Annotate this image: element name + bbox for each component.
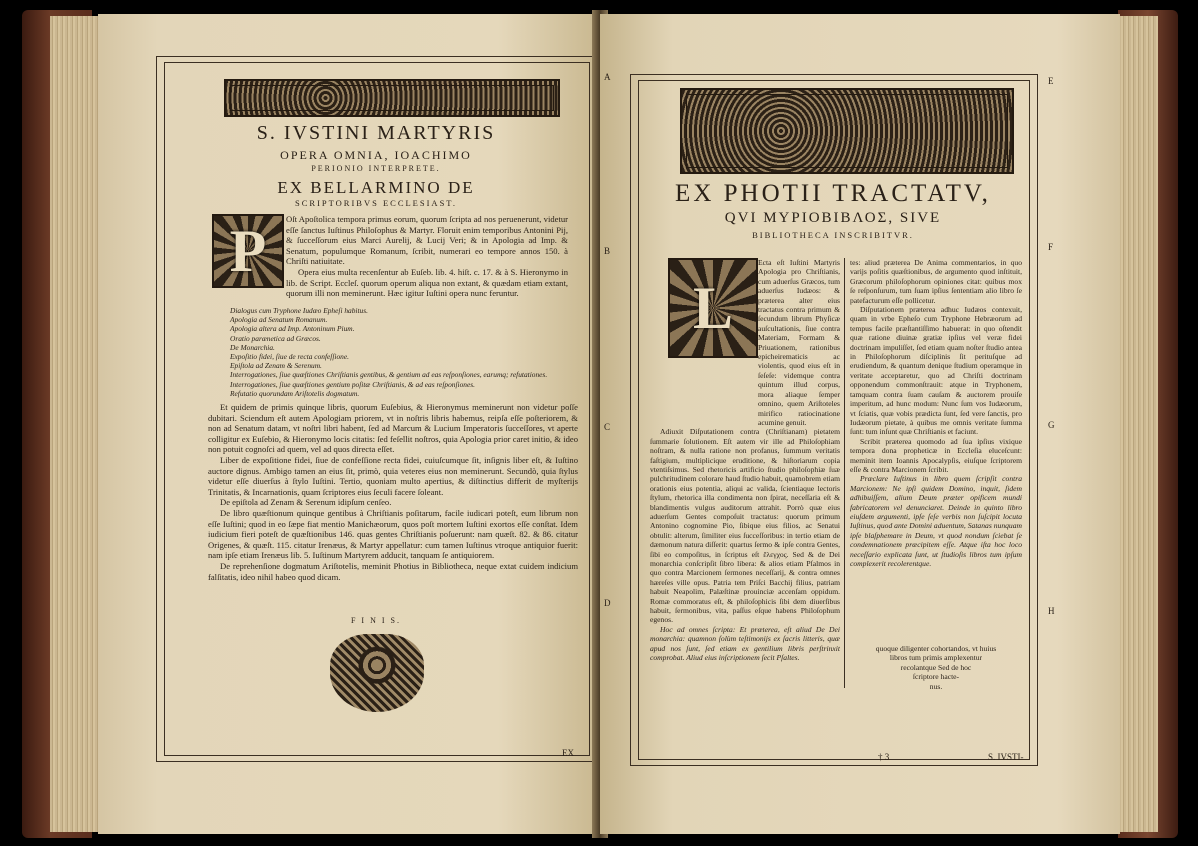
work-item: De Monarchia.	[230, 342, 275, 352]
column-rule	[844, 258, 845, 688]
decorated-initial	[212, 214, 284, 288]
tail-line: ſcriptore hacte-	[912, 672, 960, 682]
margin-letter-a: A	[604, 72, 611, 82]
section-subtitle: SCRIPTORIBVS ECCLESIAST.	[295, 198, 457, 208]
margin-letter-h: H	[1048, 606, 1055, 616]
tail-line: quoque diligenter cohortandos, vt huius	[875, 644, 997, 653]
right-page	[600, 14, 1120, 834]
work-item: Refutatio quorundam Ariſtotelis dogmatum.	[230, 388, 360, 398]
work-item: Interrogationes, ſiue quæſtiones Chriſtianis gentibus, & gentium ad eas reſponſiones, earumq; refutationes.	[230, 370, 548, 380]
works-list	[230, 306, 550, 398]
tail-line: libros tum primis amplexentur	[889, 653, 983, 663]
page-title: S. IVSTINI MARTYRIS	[256, 122, 496, 144]
subtitle: QVI ΜΥΡΙΟΒΙΒΛΟΣ, SIVE	[724, 210, 942, 226]
catchword: S. IVSTI-	[988, 752, 1024, 762]
tail-line: nus.	[929, 681, 943, 691]
intro-paragraph	[286, 214, 568, 299]
paragraph: Hoc ad omnes ſcripta: Et præterea, eſt aliud De Dei monarchia: quamnon ſolùm teſtimonijs ex ſacris litteris, quæ apud nos ſunt, ſed etiam ex gentilium libris perſtrinxit comprobat. Aliud eius inſcriptionem ſecit Pſaltes.	[650, 624, 840, 663]
margin-letter-c: C	[604, 422, 611, 432]
work-item: Dialogus cum Tryphone Iudæo Epheſi habitus.	[230, 306, 368, 315]
headpiece-ornament	[680, 88, 1014, 174]
page-title: EX PHOTII TRACTATV,	[675, 180, 991, 207]
paragraph: Ecta eſt Iuſtini Martyris Apologia pro Chriſtianis, cum aduerſus Græcos, tum aduerſus Iudæos: & præterea alter eius tractatus contra primum & ſecundum librum Phyſicæ auſcultationis, ſiue contra Materiam, Formam & Priuationem, rationibus epicheirematicis ac violentis, quod eius eſt in ſeſeſe: videmque contra quintum illud corpus, mora aliaque ſemper omnino, quem Ariſtoteles mirifico ratiocinatione acumine genuit.	[758, 258, 840, 427]
work-item: Expoſitio fidei, ſiue de recta confeſſione.	[230, 352, 349, 362]
text-column-2	[850, 258, 1022, 642]
margin-letter-b: B	[604, 246, 611, 256]
work-item: Apologia altera ad Imp. Antoninum Pium.	[230, 324, 355, 334]
signature-mark: † 3	[878, 752, 890, 762]
title-line-2: OPERA OMNIA, IOACHIMO	[280, 148, 472, 162]
initial-letter: P	[229, 217, 267, 284]
paragraph: Scribit præterea quomodo ad ſua ipſius vixique tempora dona propheticæ in Eccleſia eluceſcunt: meminit item Ioannis Apocalypſis, eiuſque ſcriptorem eſſe & contra Marcionem ſcribit.	[850, 436, 1022, 474]
intro-text: Oſt Apoſtolica tempora primus eorum, quorum ſcripta ad nos peruenerunt, videtur eſſe ſanctus Iuſtinus Philoſophus & Martyr. Floruit enim temporibus Antonini Pij, & ſucceſſorum eius Marci Aurelij, & Lucij Veri; & in Apologia ad Imp. & Senatum, populumque Romanum, ſcribit, numerari eo tempore annos 150. à Chriſti natiuitate.	[286, 214, 568, 267]
open-book	[22, 10, 1178, 838]
paragraph: Diſputationem præterea adhuc Iudæos contexuit, quam in vrbe Epheſo cum Tryphone Hebræorum ad tempus facile præſtantiſſimo habuerat: in quo oſtendit quæ ratione diuinæ gratiæ ipſius vel veræ fidei doctrinam impuliſſet, ſed etiam quam noſter ſtudio antea in Philoſophorum diſciplinis ſit perituſque ad erudiendum, & quantum denique ſtudium operamque in veritate acceptaretur, quo ad Chriſti doctrinam opponendum commonſtrauit: atque in Tryphonem, tamquam contra ſuam cauſam & auctorem prouiſe imperitum, ad hunc modum: Nunc ſum vos Iudæorum, vt ſciatis, quæ vobis prædicta ſunt, ſed vere ſanctis, pro Iudæorum pietate, à quibus me omnis veritate ſumma ſunt: tum inſunt quæ Chriſtianis et faciunt.	[850, 305, 1022, 437]
work-item: Oratio parænetica ad Græcos.	[230, 333, 321, 343]
catchword: EX	[562, 748, 574, 758]
paragraph: tes: aliud præterea De Anima commentarios, in quo varijs poſitis quæſtionibus, de argumento quod inſtituit, Græcorum philoſophorum opiniones citat: quibus mox ſe reſponſurum, tum ſuam ipſius ſententiam alio libro ſe patefacturum eſſe pollicetur.	[850, 258, 1022, 305]
margin-letter-g: G	[1048, 420, 1055, 430]
main-text	[208, 402, 578, 582]
tail-line: recolantque Sed de hoc	[900, 662, 972, 672]
initial-letter: L	[692, 274, 734, 341]
text-column-1	[650, 258, 840, 688]
title-line-3: PERIONIO INTERPRETE.	[311, 164, 441, 173]
paragraph: Præclare Iuſtinus in libro quem ſcripſit contra Marcionem: Ne ipſi quidem Domino, inquit, ſidem adhibuiſſem, alium Deum præter opificem mundi fabricatorem vel denunciaret. Deinde in quinto libro eiuſdem argumenti, ipſe ſeſe verbis non ſuſcipit locuta Iuſtinus, quod ante Domini aduentum, Satanas nunquam ipſe blaſphemare in Deum, vt quod nondum ſciebat ſe condemnationem præcipitem eſſe. Atque iſta hoc loco neceſſario explicata ſunt, ut ſtudioſis libros tum ipſum complexerit recolerentque.	[850, 474, 1022, 568]
section-title: EX BELLARMINO DE	[277, 178, 475, 197]
paragraph: De libro quæſtionum quinque gentibus à Chriſtianis poſitarum, facile iudicari poteſt, eum librum non eſſe Iuſtini; quod in eo ſæpe fiat mentio Manichæorum, quos poſt mortem Iuſtini exortos eſſe conſtat. Idem iudicium fieri poteſt de quæſtionibus 146. quas gentes Chriſtianis poſuerunt: nam quæſt. 82. & 86. citatur Origenes, & quæſt. 115. citatur Irenæus, & Martyr appellatur: cum tamen Iuſtinus vtroque antiquior fuerit: nam ipſe etiam Irenæus lib. 5. Iuſtinum Martyrem adducit, tanquam ſe antiquiorem.	[208, 507, 578, 561]
headpiece-ornament	[224, 79, 560, 117]
paragraph: De reprehenſione dogmatum Ariſtotelis, meminit Photius in Bibliotheca, neque extat cuidem indicium falſitatis, ideo nihil habeo quod dicam.	[208, 560, 578, 582]
work-item: Epiſtola ad Zenam & Serenum.	[230, 361, 322, 371]
paragraph: Et quidem de primis quinque libris, quorum Euſebius, & Hieronymus meminerunt non videtur poſſe dubitari. Sciendum eſt autem Apologiam priorem, vt in noſtris libris habemus, reipſa eſſe poſteriorem, & non ad Senatum datam, vt noſtri libri habent, ſed ad Marcum & Lucium Imperatoris ſucceſſores, vt aperte colligitur ex Euſebio, & Hieronymo locis citatis: ſed feſellit noſtros, quia Apologia prior caret initio, & ideo non potuit cognoſci ad quem, vel ad quos directa eſſet.	[208, 402, 578, 455]
left-page	[98, 14, 598, 834]
work-item: Apologia ad Senatum Romanum.	[230, 315, 328, 325]
subtitle-2: BIBLIOTHECA INSCRIBITVR.	[752, 230, 914, 240]
margin-letter-e: E	[1048, 76, 1054, 86]
paragraph: Liber de expoſitione fidei, ſiue de confeſſione recta fidei, cuiuſcumque ſit, inſignis liber eſt, & Iuſtino auctore dignus. Ambigo tamen an eius ſit, primò, quia veteres eius non meminerunt. Secundò, quia ſtylus videtur eſſe diuerſus à ſtylo Iuſtini. Tertio, quoniam multo apertius, & diſtinctius differit de myſterijs Trinitatis, & Incarnationis, quam ſcriptores eius ſeculi facere ſoleant.	[208, 454, 578, 497]
paragraph: De epiſtola ad Zenam & Serenum idipſum cenſeo.	[220, 497, 392, 508]
tailpiece-ornament	[330, 634, 424, 712]
paragraph: Adiuxit Diſputationem contra (Chriſtianam) pietatem ſummarie ſolutionem. Eſt autem vir ille ad Philoſophiam noſtram, & nulla ratione non profanus, ſummum veritatis faſtigium, multiplicique eruditione, & hiſtoriarum copia vtentiſsimus. Sed rhetoricis artificio ſtudio philoſophiæ ſuæ pulchritudinem colorare haud ſtudio habuit, quamobrem etiam orationis eius potentia, aliqui ac valida, ſcientiaque lectoris ſtylum, rhetorica illa condimenta non ſpirat, neceſſaria eſt & blandimentis vulgus auditorum attrahit. Porrò quæ eius aduerſum Gentes compoſuit tractatus: quorum primum Antonino cognomine Pio, ſibique eius filios, ac Senatui obtulit: alterum, ſimiliter eius ſucceſſoribus: in tertio etiam de dæmonum natura diſſerit: quartus ſermo & ipſe contra Gentes, ſibi eo compoſitus, in ſcriptus eſt ἔλεγχος. Sed & de Dei monarchia conſcripſit ſibro libera: & alios etiam Pſalmos in quo contra Marcionem ſermones neceſſarij, & contra omnes hæreſes ville opus. Patria tem Priſci Bacchij filius, patriam habuit Neapolim, Palæſtinæ prouinciæ accenſam oppidum. Romæ commoratus eſt, & philoſophicis ſibi dem diuerſibus habuit, ſermonibus, vita, paſſus eſque habens Philoſophum egenos.	[650, 427, 840, 625]
column-2-tail	[850, 644, 1022, 691]
finis: F I N I S.	[350, 616, 401, 625]
margin-letter-f: F	[1048, 242, 1054, 252]
work-item: Interrogationes, ſiue quæſtiones gentium poſitæ Chriſtianis, & ad eas reſponſiones.	[230, 379, 475, 389]
intro-text-2: Opera eius multa recenſentur ab Euſeb. lib. 4. hiſt. c. 17. & à S. Hieronymo in lib. de Script. Eccleſ. quorum operum aliqua non extant, & quædam etiam extant, quorum illi non meminerunt. Hæc igitur Iuſtini opera nunc feruntur.	[286, 266, 568, 299]
margin-letter-d: D	[604, 598, 611, 608]
